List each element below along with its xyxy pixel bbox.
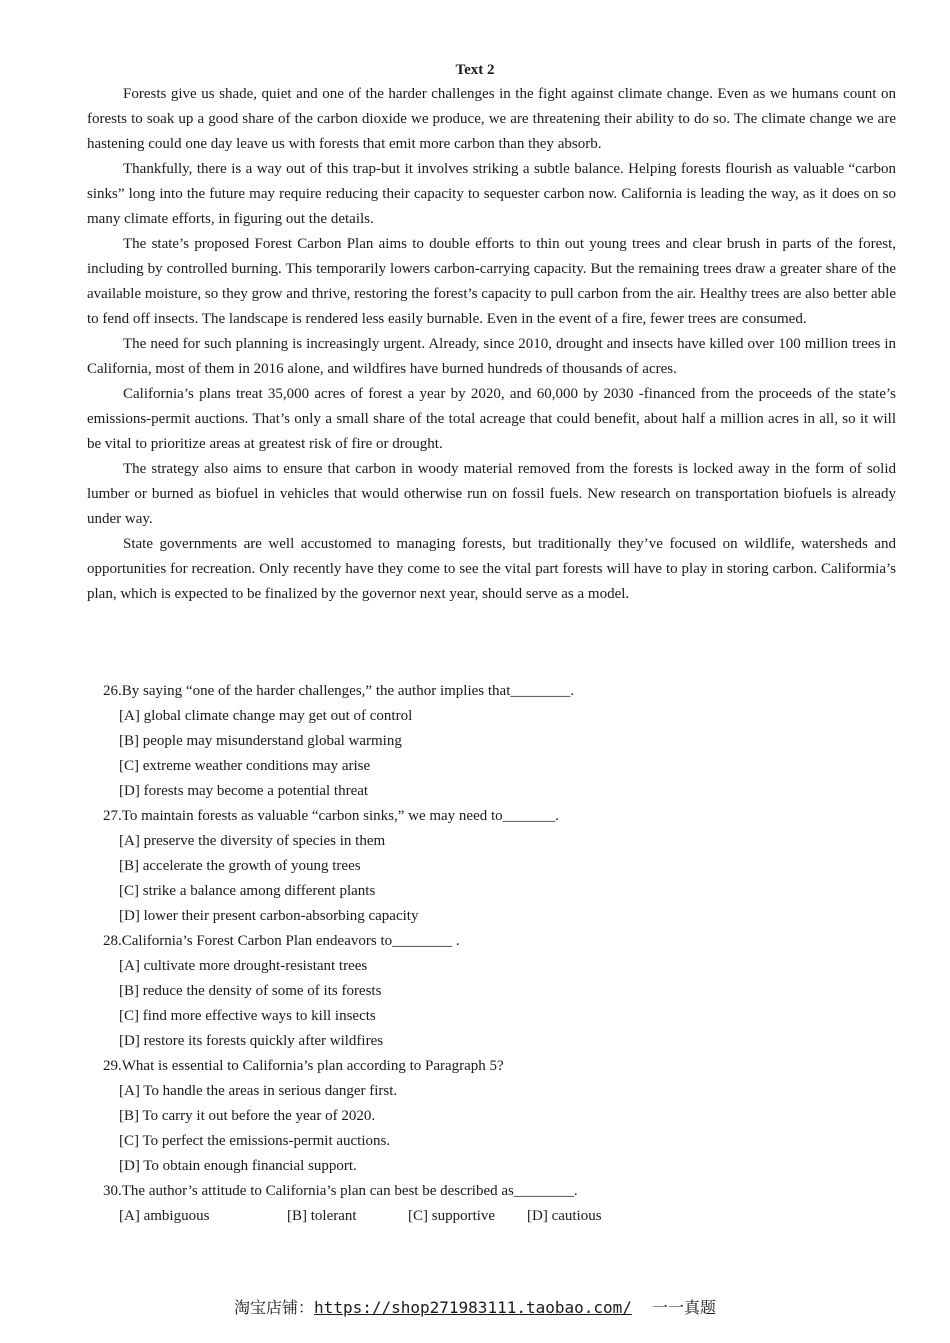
- shop-label: 淘宝店铺：: [234, 1298, 315, 1317]
- answer-option: [D] forests may become a potential threat: [119, 783, 369, 799]
- answer-option: [B] tolerant: [287, 1208, 357, 1224]
- answer-option: [C] strike a balance among different plants: [119, 883, 376, 899]
- page-footer: [0, 1297, 950, 1319]
- answer-option: [B] To carry it out before the year of 2020.: [119, 1108, 376, 1124]
- answer-option: [D] To obtain enough financial support.: [119, 1158, 357, 1174]
- answer-option: [B] reduce the density of some of its forests: [119, 983, 382, 999]
- passage-body: [87, 82, 896, 607]
- question-list: [103, 679, 883, 1229]
- question-stem: 26.By saying “one of the harder challenges,” the author implies that________.: [103, 683, 575, 699]
- question-stem: 30.The author’s attitude to California’s plan can best be described as________.: [103, 1183, 578, 1199]
- passage-paragraph: The need for such planning is increasingly urgent. Already, since 2010, drought and insects have killed over 100 million trees in California, most of them in 2016 alone, and wildfires have burned hundreds of thousands of acres.: [87, 336, 896, 377]
- answer-option: [B] people may misunderstand global warming: [119, 733, 402, 749]
- answer-option: [C] supportive: [408, 1208, 496, 1224]
- passage-paragraph: California’s plans treat 35,000 acres of forest a year by 2020, and 60,000 by 2030 -financed from the proceeds of the state’s emissions-permit auctions. That’s only a small share of the total acreage that could benefit, about half a million acres in all, so it will be vital to prioritize areas at greatest risk of fire or drought.: [87, 386, 896, 452]
- answer-option: [A] preserve the diversity of species in them: [119, 833, 386, 849]
- answer-option: [A] To handle the areas in serious danger first.: [119, 1083, 398, 1099]
- question-stem: 29.What is essential to California’s plan according to Paragraph 5?: [103, 1058, 504, 1074]
- footer-slogan: 一一真题: [651, 1298, 716, 1317]
- passage-paragraph: Thankfully, there is a way out of this trap-but it involves striking a subtle balance. Helping forests flourish as valuable “carbon sinks” long into the future may require reducing their capacity to sequester carbon now. California is leading the way, as it does on so many climate efforts, in figuring out the details.: [87, 161, 896, 227]
- passage-paragraph: The strategy also aims to ensure that carbon in woody material removed from the forests is locked away in the form of solid lumber or burned as biofuel in vehicles that would otherwise run on fossil fuels. New research on transportation biofuels is already under way.: [87, 461, 896, 527]
- passage-paragraph: State governments are well accustomed to managing forests, but traditionally they’ve focused on wildlife, watersheds and opportunities for recreation. Only recently have they come to see the vital part forests will have to play in storing carbon. Califormia’s plan, which is expected to be finalized by the governor next year, should serve as a model.: [87, 536, 896, 602]
- passage-paragraph: Forests give us shade, quiet and one of the harder challenges in the fight against climate change. Even as we humans count on forests to soak up a good share of the carbon dioxide we produce, we are threatening their ability to do so. The climate change we are hastening could one day leave us with forests that emit more carbon than they absorb.: [87, 86, 896, 152]
- answer-option: [C] find more effective ways to kill insects: [119, 1008, 376, 1024]
- answer-option: [D] restore its forests quickly after wildfires: [119, 1033, 384, 1049]
- answer-option: [A] global climate change may get out of control: [119, 708, 413, 724]
- answer-option: [A] cultivate more drought-resistant trees: [119, 958, 368, 974]
- answer-option-row: [103, 1204, 883, 1229]
- answer-option: [D] lower their present carbon-absorbing capacity: [119, 908, 419, 924]
- passage-paragraph: The state’s proposed Forest Carbon Plan aims to double efforts to thin out young trees and clear brush in parts of the forest, including by controlled burning. This temporarily lowers carbon-carrying capacity. But the remaining trees draw a greater share of the available moisture, so they grow and thrive, restoring the forest’s capacity to pull carbon from the air. Healthy trees are also better able to fend off insects. The landscape is rendered less easily burnable. Even in the event of a fire, fewer trees are consumed.: [87, 236, 896, 327]
- answer-option: [D] cautious: [527, 1208, 602, 1224]
- passage-title: Text 2: [455, 62, 495, 78]
- question-stem: 28.California’s Forest Carbon Plan endeavors to________ .: [103, 933, 460, 949]
- answer-option: [C] To perfect the emissions-permit auctions.: [119, 1133, 391, 1149]
- answer-option: [A] ambiguous: [119, 1208, 210, 1224]
- question-stem: 27.To maintain forests as valuable “carbon sinks,” we may need to_______.: [103, 808, 559, 824]
- answer-option: [B] accelerate the growth of young trees: [119, 858, 361, 874]
- answer-option: [C] extreme weather conditions may arise: [119, 758, 371, 774]
- shop-link[interactable]: https://shop271983111.taobao.com/: [314, 1298, 632, 1317]
